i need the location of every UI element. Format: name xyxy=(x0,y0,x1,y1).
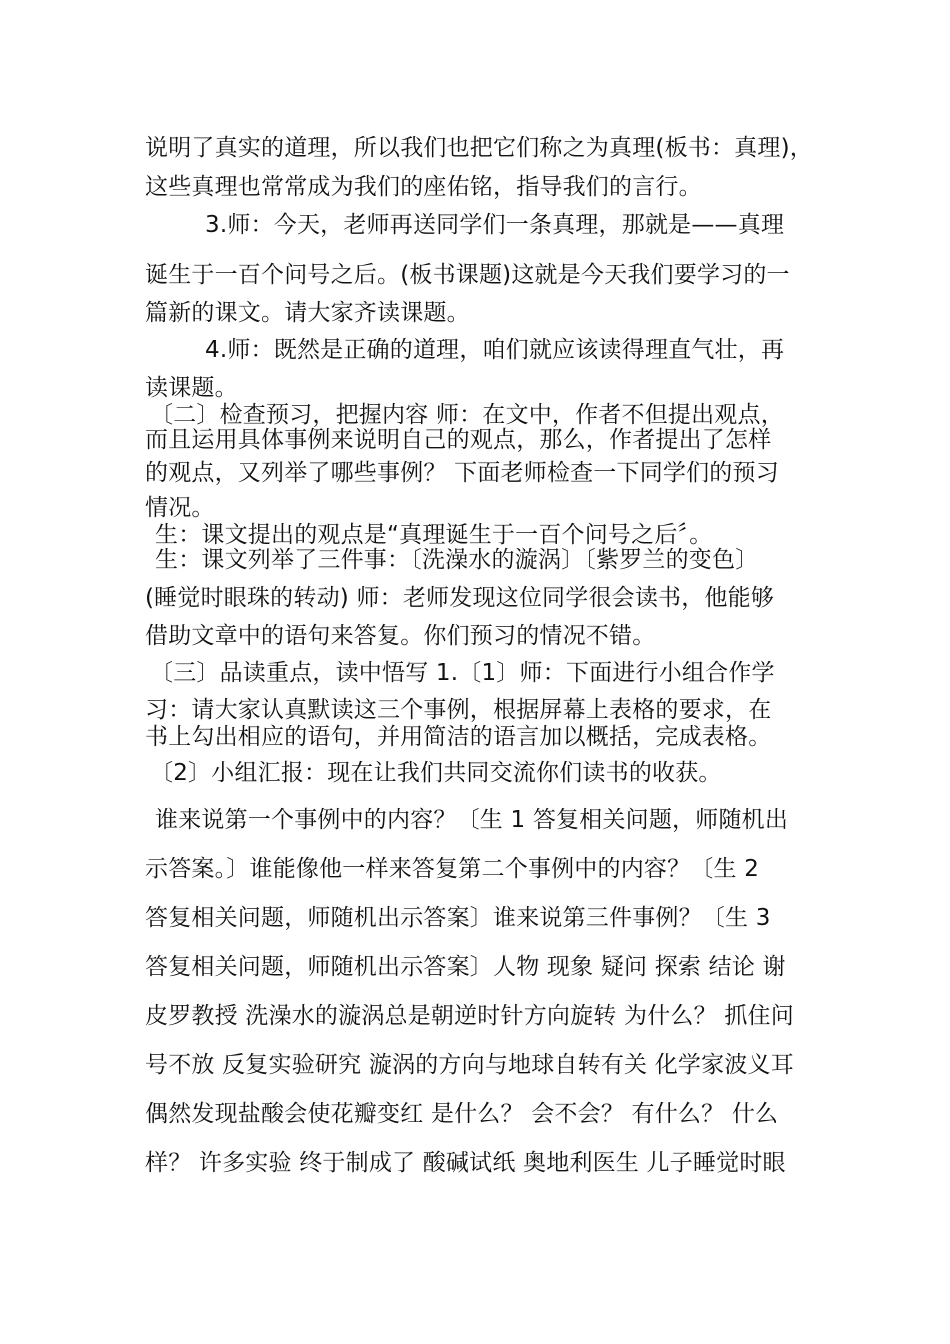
text-line: 说明了真实的道理，所以我们也把它们称之为真理(板书：真理)， xyxy=(145,135,813,161)
text-line: 借助文章中的语句来答复。你们预习的情况不错。 xyxy=(145,623,656,649)
text-line: 〔二〕检查预习，把握内容 师：在文中，作者不但提出观点， xyxy=(150,402,784,428)
text-line: 号不放 反复实验研究 漩涡的方向与地球自转有关 化学家波义耳 xyxy=(145,1052,794,1078)
text-line: 3.师：今天，老师再送同学们一条真理，那就是——真理 xyxy=(205,212,785,238)
text-line: 习：请大家认真默读这三个事例，根据屏幕上表格的要求，在 xyxy=(145,697,772,723)
text-line: 皮罗教授 洗澡水的漩涡总是朝逆时针方向旋转 为什么？ 抓住问 xyxy=(145,1003,794,1029)
text-line: 答复相关问题，师随机出示答案〕人物 现象 疑问 探索 结论 谢 xyxy=(145,954,786,980)
text-line: 偶然发现盐酸会使花瓣变红 是什么？ 会不会？ 有什么？ 什么 xyxy=(145,1101,779,1127)
text-line: 读课题。 xyxy=(145,375,238,401)
text-line: 生：课文提出的观点是“真理诞生于一百个问号之后〞。 xyxy=(155,522,713,548)
text-line: 样？ 许多实验 终于制成了 酸碱试纸 奥地利医生 儿子睡觉时眼 xyxy=(145,1150,786,1176)
text-line: 〔2〕小组汇报：现在让我们共同交流你们读书的收获。 xyxy=(150,760,722,786)
text-line: 4.师：既然是正确的道理，咱们就应该读得理直气壮，再 xyxy=(205,337,785,363)
text-line: 而且运用具体事例来说明自己的观点，那么，作者提出了怎样 xyxy=(145,427,772,453)
text-line: 的观点，又列举了哪些事例？ 下面老师检查一下同学们的预习 xyxy=(145,460,779,486)
text-line: 书上勾出相应的语句，并用简洁的语言加以概括，完成表格。 xyxy=(145,724,772,750)
text-line: 情况。 xyxy=(145,495,215,521)
text-line: 诞生于一百个问号之后。(板书课题)这就是今天我们要学习的一 xyxy=(145,262,790,288)
text-line: 答复相关问题，师随机出示答案〕谁来说第三件事例？〔生 3 xyxy=(145,905,771,931)
text-line: 这些真理也常常成为我们的座佑铭，指导我们的言行。 xyxy=(145,174,702,200)
text-line: 〔三〕品读重点，读中悟写 1.〔1〕师：下面进行小组合作学 xyxy=(150,660,775,686)
text-line: 示答案。〕谁能像他一样来答复第二个事例中的内容？〔生 2 xyxy=(145,856,760,882)
text-line: 篇新的课文。请大家齐读课题。 xyxy=(145,300,470,326)
text-line: 生：课文列举了三件事：〔洗澡水的漩涡〕〔紫罗兰的变色〕 xyxy=(155,547,759,573)
text-line: 谁来说第一个事例中的内容？〔生 1 答复相关问题，师随机出 xyxy=(155,807,789,833)
text-line: (睡觉时眼珠的转动) 师：老师发现这位同学很会读书，他能够 xyxy=(145,585,775,611)
